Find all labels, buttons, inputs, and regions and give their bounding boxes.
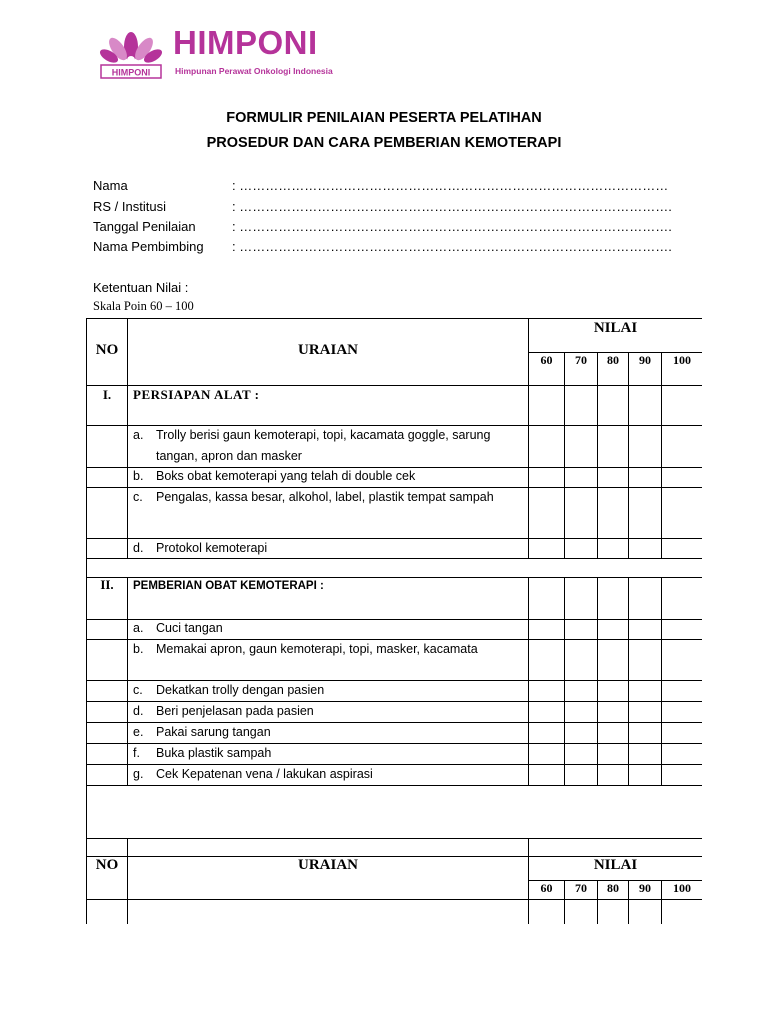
grid-line	[86, 899, 702, 900]
item-letter: d.	[133, 704, 144, 718]
item-letter: f.	[133, 746, 140, 760]
item-letter: a.	[133, 621, 144, 635]
header-nilai: NILAI	[593, 320, 638, 336]
item-text: Cek Kepatenan vena / lakukan aspirasi	[156, 767, 373, 781]
item-letter: a.	[133, 428, 144, 442]
grid-line	[628, 577, 629, 785]
section-1-no: I.	[102, 387, 112, 402]
header-nilai-repeat: NILAI	[593, 857, 638, 873]
item-letter: d.	[133, 541, 144, 555]
form-title: FORMULIR PENILAIAN PESERTA PELATIHAN	[226, 110, 542, 126]
grid-line	[661, 577, 662, 785]
field-blank[interactable]: : ……………………………………………………………………………………….	[232, 199, 672, 214]
item-text: Beri penjelasan pada pasien	[156, 704, 314, 718]
logo-subtitle: Himpunan Perawat Onkologi Indonesia	[175, 66, 333, 76]
grid-line	[564, 577, 565, 785]
field-label: Nama Pembimbing	[93, 239, 204, 254]
list-item	[133, 722, 523, 743]
field-label: Tanggal Penilaian	[93, 219, 196, 234]
grid-line	[564, 352, 565, 558]
grid-line	[628, 352, 629, 558]
list-item	[133, 538, 523, 559]
item-letter: b.	[133, 469, 144, 483]
header-uraian-repeat: URAIAN	[298, 857, 358, 873]
item-text: Protokol kemoterapi	[156, 541, 268, 555]
item-letter: c.	[133, 490, 143, 504]
list-item	[133, 680, 523, 701]
field-label: Nama	[93, 178, 128, 193]
field-rs-institusi[interactable]	[93, 199, 672, 214]
item-text: Buka plastik sampah	[156, 746, 272, 760]
score-80: 80	[607, 881, 619, 895]
score-90: 90	[639, 881, 651, 895]
list-item	[133, 425, 523, 466]
logo-wordmark: HIMPONI	[173, 24, 318, 61]
score-100: 100	[673, 881, 691, 895]
item-text: Dekatkan trolly dengan pasien	[156, 683, 325, 697]
grid-line	[86, 785, 702, 786]
score-100: 100	[673, 353, 691, 367]
logo-mark-text: HIMPONI	[111, 67, 151, 78]
flower-logo-icon	[99, 27, 163, 83]
grid-line	[597, 577, 598, 785]
list-item	[133, 618, 523, 639]
himponi-logo	[99, 24, 364, 83]
field-label: RS / Institusi	[93, 199, 166, 214]
field-tanggal-penilaian[interactable]	[93, 219, 672, 234]
score-90: 90	[639, 353, 651, 367]
score-70: 70	[575, 353, 587, 367]
section-1-title: PERSIAPAN ALAT :	[133, 387, 260, 402]
form-subtitle: PROSEDUR DAN CARA PEMBERIAN KEMOTERAPI	[206, 135, 562, 151]
item-letter: g.	[133, 767, 144, 781]
list-item	[133, 487, 523, 508]
grid-line	[86, 838, 702, 839]
grid-line	[86, 577, 702, 578]
list-item	[133, 743, 523, 764]
score-70: 70	[575, 881, 587, 895]
list-item	[133, 701, 523, 722]
item-letter: c.	[133, 683, 143, 697]
grid-line	[127, 838, 128, 924]
section-2-no: II.	[100, 577, 114, 592]
score-table	[86, 318, 702, 924]
ketentuan-nilai-label: Ketentuan Nilai :	[93, 280, 189, 295]
list-item	[133, 764, 523, 785]
list-item	[133, 639, 523, 660]
item-letter: b.	[133, 642, 144, 656]
field-blank[interactable]: : ……………………………………………………………………………………….	[232, 239, 672, 254]
item-text: Pengalas, kassa besar, alkohol, label, plastik tempat sampah	[156, 490, 494, 504]
header-no-repeat: NO	[95, 857, 119, 873]
item-text: Memakai apron, gaun kemoterapi, topi, masker, kacamata	[156, 642, 478, 656]
grid-line	[661, 352, 662, 558]
skala-poin-label: Skala Poin 60 – 100	[93, 299, 194, 313]
item-text: Pakai sarung tangan	[156, 725, 271, 739]
grid-line	[86, 385, 702, 386]
section-2-title: PEMBERIAN OBAT KEMOTERAPI :	[133, 580, 324, 592]
item-text: Boks obat kemoterapi yang telah di double cek	[156, 469, 416, 483]
header-no: NO	[95, 342, 119, 358]
field-blank[interactable]: : ………………………………………………………………………………………	[232, 178, 669, 193]
item-text: Cuci tangan	[156, 621, 223, 635]
score-80: 80	[607, 353, 619, 367]
item-letter: e.	[133, 725, 144, 739]
field-nama[interactable]	[93, 178, 668, 193]
field-blank[interactable]: : ……………………………………………………………………………………….	[232, 219, 672, 234]
score-60: 60	[540, 881, 553, 895]
item-text: Trolly berisi gaun kemoterapi, topi, kacamata goggle, sarung tangan, apron dan masker	[156, 428, 491, 463]
field-nama-pembimbing[interactable]	[93, 239, 672, 254]
list-item	[133, 466, 523, 487]
score-60: 60	[540, 353, 553, 367]
grid-line	[597, 352, 598, 558]
header-uraian: URAIAN	[298, 342, 358, 358]
grid-line	[127, 577, 128, 785]
grid-line	[528, 577, 529, 785]
